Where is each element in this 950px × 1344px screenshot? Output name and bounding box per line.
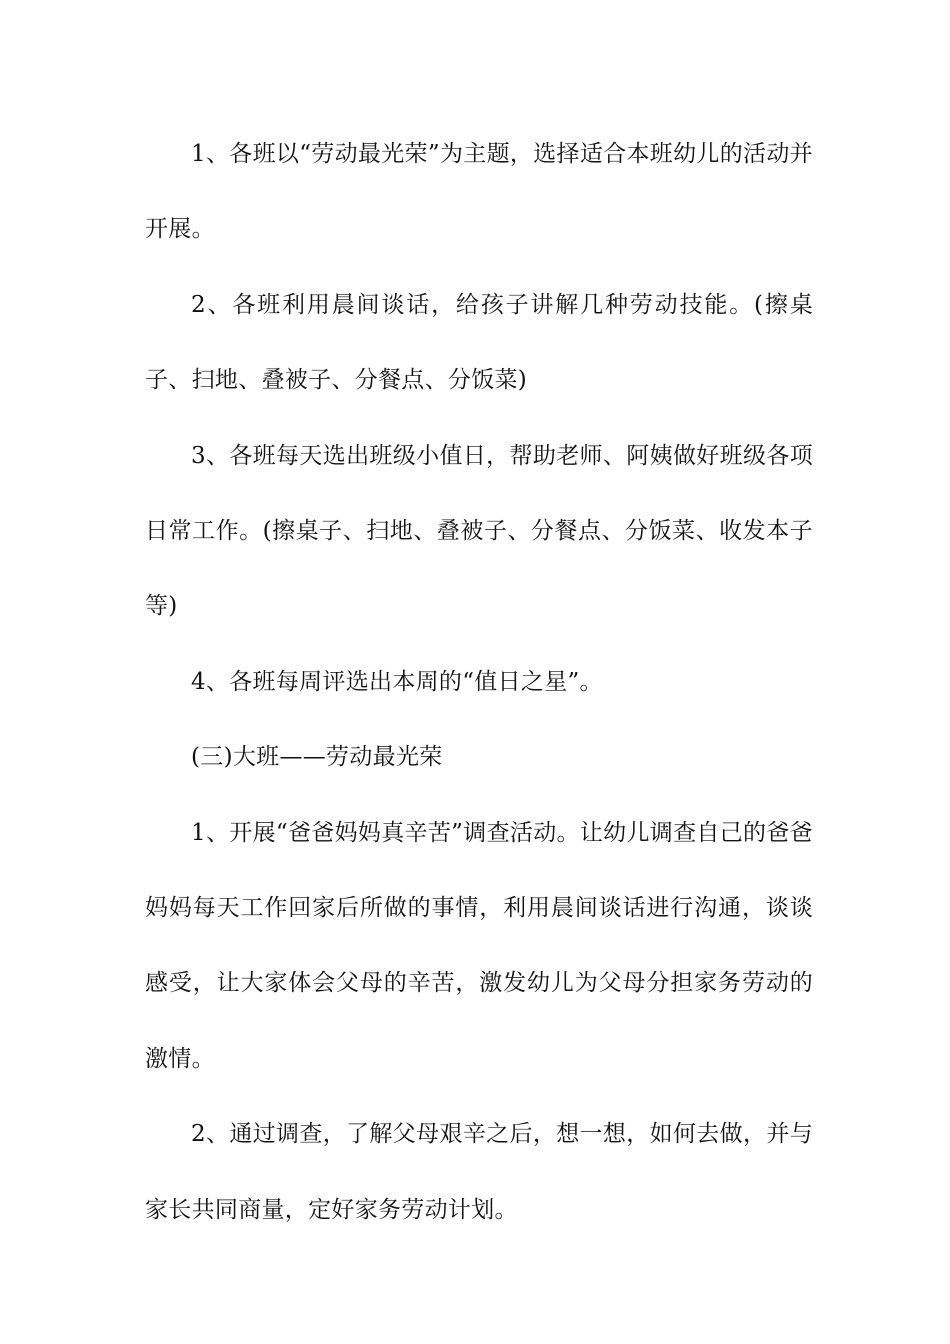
paragraph-6: 2、通过调查，了解父母艰辛之后，想一想，如何去做，并与家长共同商量，定好家务劳动计划。 bbox=[145, 1121, 813, 1223]
paragraph-4: 4、各班每周评选出本周的“值日之星”。 bbox=[191, 668, 603, 695]
paragraph-3: 3、各班每天选出班级小值日，帮助老师、阿姨做好班级各项日常工作。(擦桌子、扫地、叠被子、分餐点、分饭菜、收发本子等) bbox=[145, 442, 813, 620]
paragraph-2: 2、各班利用晨间谈话，给孩子讲解几种劳动技能。(擦桌子、扫地、叠被子、分餐点、分饭菜) bbox=[145, 291, 813, 394]
document-body bbox=[145, 117, 813, 1248]
paragraph-1: 1、各班以“劳动最光荣”为主题，选择适合本班幼儿的活动并开展。 bbox=[145, 141, 813, 243]
section-heading: (三)大班——劳动最光荣 bbox=[191, 744, 443, 771]
paragraph-5: 1、开展“爸爸妈妈真辛苦”调查活动。让幼儿调查自己的爸爸妈妈每天工作回家后所做的事情，利用晨间谈话进行沟通，谈谈感受，让大家体会父母的辛苦，激发幼儿为父母分担家务劳动的激情。 bbox=[145, 819, 813, 1072]
